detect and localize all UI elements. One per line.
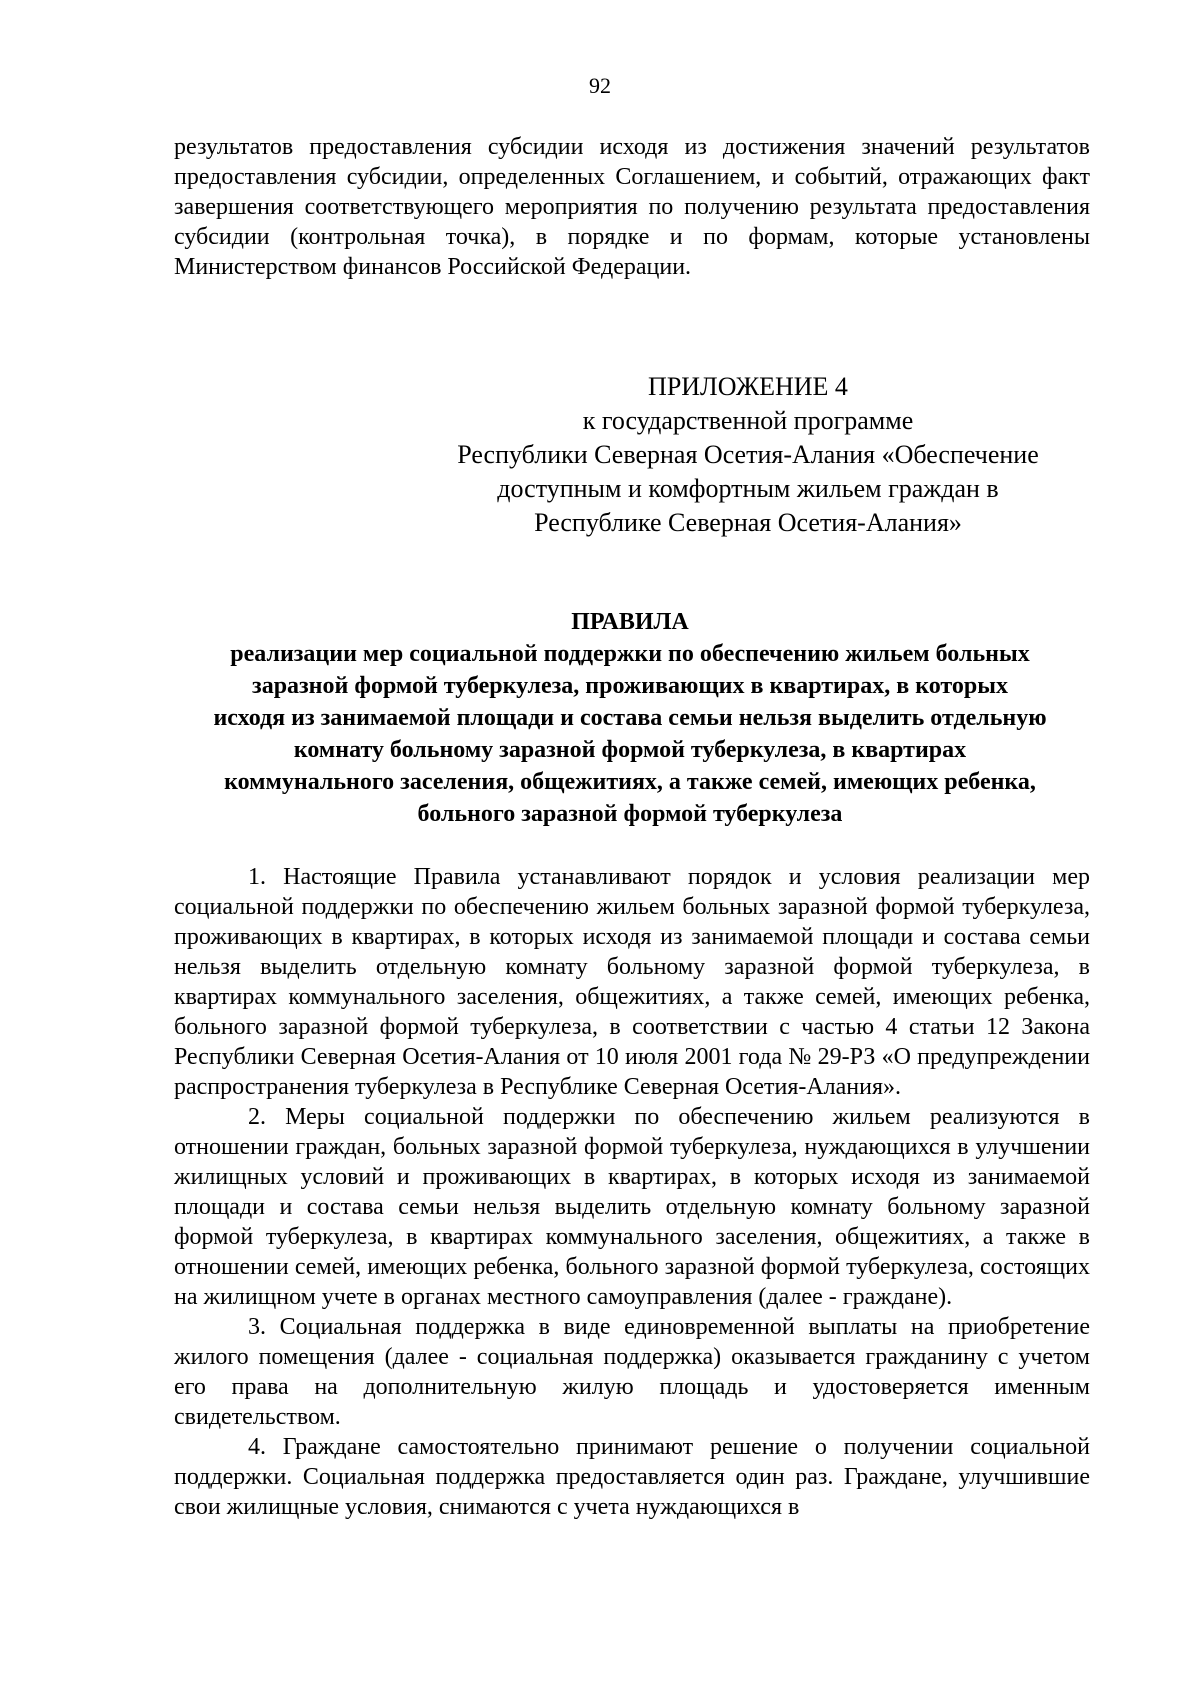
rules-title-line: реализации мер социальной поддержки по обеспечению жильем больных <box>230 641 1030 667</box>
appendix-line: Республике Северная Осетия-Алания» <box>534 508 962 537</box>
rules-title-line: коммунального заселения, общежитиях, а также семей, имеющих ребенка, <box>224 769 1036 795</box>
rules-title-line: комнату больному заразной формой туберкулеза, в квартирах <box>293 737 967 763</box>
rules-paragraph-2: 2. Меры социальной поддержки по обеспечению жильем реализуются в отношении граждан, больных заразной формой туберкулеза, нуждающихся в улучшении жилищных условий и проживающих в квартирах, в которых исходя из занимаемой площади и состава семьи нельзя выделить отдельную комнату больному заразной формой туберкулеза, в квартирах коммунального заселения, общежитиях, а также в отношении семей, имеющих ребенка, больного заразной формой туберкулеза, состоящих на жилищном учете в органах местного самоуправления (далее - граждане). <box>174 1104 1090 1310</box>
appendix-line: ПРИЛОЖЕНИЕ 4 <box>648 372 848 401</box>
rules-title-line: больного заразной формой туберкулеза <box>417 801 843 827</box>
rules-body <box>174 862 1090 1522</box>
appendix-line: Республики Северная Осетия-Алания «Обеспечение <box>457 440 1039 469</box>
appendix-block <box>428 370 1068 540</box>
appendix-line: к государственной программе <box>582 406 914 435</box>
appendix-line: доступным и комфортным жильем граждан в <box>497 474 999 503</box>
rules-paragraph-3: 3. Социальная поддержка в виде единовременной выплаты на приобретение жилого помещения (далее - социальная поддержка) оказывается гражданину с учетом его права на дополнительную жилую площадь и удостоверяется именным свидетельством. <box>174 1314 1090 1430</box>
rules-paragraph-4: 4. Граждане самостоятельно принимают решение о получении социальной поддержки. Социальная поддержка предоставляется один раз. Граждане, улучшившие свои жилищные условия, снимаются с учета нуждающихся в <box>174 1434 1090 1520</box>
rules-title-line: заразной формой туберкулеза, проживающих в квартирах, в которых <box>252 673 1008 699</box>
rules-heading: ПРАВИЛА <box>571 609 689 635</box>
rules-title-line: исходя из занимаемой площади и состава семьи нельзя выделить отдельную <box>213 705 1047 731</box>
rules-paragraph-1: 1. Настоящие Правила устанавливают порядок и условия реализации мер социальной поддержки по обеспечению жильем больных заразной формой туберкулеза, проживающих в квартирах, в которых исходя из занимаемой площади и состава семьи нельзя выделить отдельную комнату больному заразной формой туберкулеза, в квартирах коммунального заселения, общежитиях, а также семей, имеющих ребенка, больного заразной формой туберкулеза, в соответствии с частью 4 статьи 12 Закона Республики Северная Осетия-Алания от 10 июля 2001 года № 29-РЗ «О предупреждении распространения туберкулеза в Республике Северная Осетия-Алания». <box>174 864 1090 1100</box>
intro-paragraph: результатов предоставления субсидии исходя из достижения значений результатов предоставления субсидии, определенных Соглашением, и событий, отражающих факт завершения соответствующего мероприятия по получению результата предоставления субсидии (контрольная точка), в порядке и по формам, которые установлены Министерством финансов Российской Федерации. <box>174 134 1090 280</box>
intro-section <box>174 132 1090 282</box>
rules-title-block <box>150 606 1110 830</box>
page-number: 92 <box>589 73 611 98</box>
